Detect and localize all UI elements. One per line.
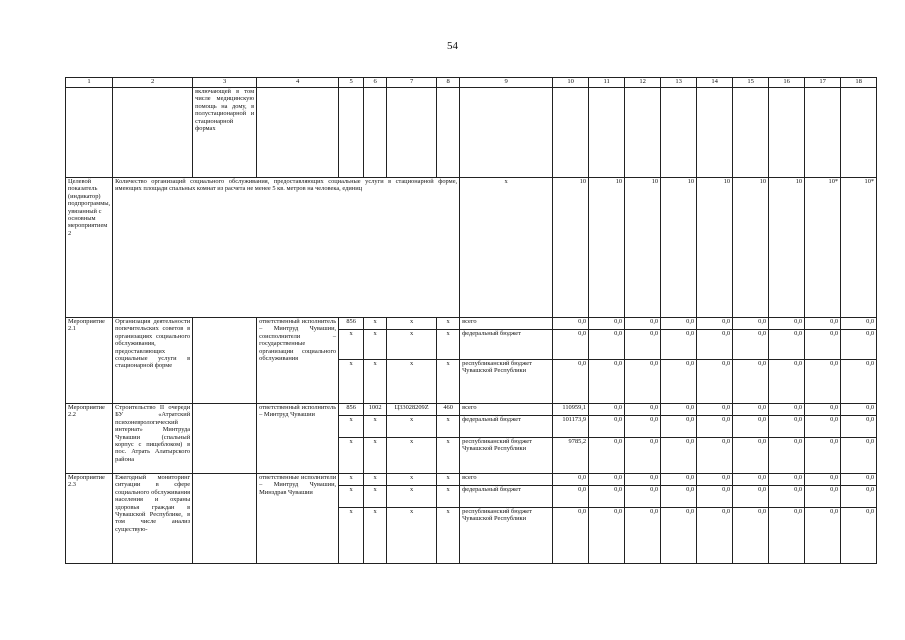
funding-value: 0,0	[733, 318, 769, 330]
funding-value: 0,0	[733, 404, 769, 416]
cell-col7: x	[387, 416, 437, 438]
measure-label: Мероприятие 2.1	[66, 318, 113, 404]
funding-value: 9785,2	[553, 438, 589, 474]
funding-value: 0,0	[625, 508, 661, 564]
funding-value: 0,0	[589, 318, 625, 330]
continuation-text: включающей в том числе медицинскую помощь на дому, в полустационарной и стационарной формах	[193, 88, 257, 178]
funding-value: 0,0	[805, 486, 841, 508]
header-cell: 6	[364, 78, 387, 88]
cell-col8: x	[437, 330, 460, 360]
funding-value: 101173,9	[553, 416, 589, 438]
funding-value: 0,0	[733, 416, 769, 438]
cell-col8: x	[437, 416, 460, 438]
funding-value: 0,0	[589, 438, 625, 474]
header-cell: 17	[805, 78, 841, 88]
cell-col5: x	[339, 438, 364, 474]
funding-value: 0,0	[841, 486, 877, 508]
cell-col7: x	[387, 508, 437, 564]
funding-value: 0,0	[625, 438, 661, 474]
header-cell: 1	[66, 78, 113, 88]
funding-value: 110959,1	[553, 404, 589, 416]
funding-source: республиканский бюджет Чувашской Республики	[460, 438, 553, 474]
funding-value: 0,0	[553, 330, 589, 360]
funding-value: 0,0	[805, 474, 841, 486]
funding-value: 0,0	[769, 508, 805, 564]
cell-col8: x	[437, 438, 460, 474]
funding-value: 0,0	[805, 438, 841, 474]
indicator-value: 10	[553, 178, 589, 318]
funding-value: 0,0	[589, 360, 625, 404]
funding-source: всего	[460, 318, 553, 330]
cell-col6: x	[364, 330, 387, 360]
funding-value: 0,0	[625, 474, 661, 486]
measure-col3	[193, 474, 257, 564]
funding-source: республиканский бюджет Чувашской Республики	[460, 508, 553, 564]
funding-value: 0,0	[841, 404, 877, 416]
funding-value: 0,0	[769, 416, 805, 438]
header-cell: 16	[769, 78, 805, 88]
measure-label: Мероприятие 2.3	[66, 474, 113, 564]
funding-value: 0,0	[769, 360, 805, 404]
measure-col3	[193, 318, 257, 404]
funding-source: всего	[460, 474, 553, 486]
continuation-row	[66, 88, 877, 178]
header-cell: 7	[387, 78, 437, 88]
funding-source: республиканский бюджет Чувашской Республики	[460, 360, 553, 404]
indicator-value: 10	[589, 178, 625, 318]
funding-value: 0,0	[625, 360, 661, 404]
cell-col7: x	[387, 474, 437, 486]
funding-value: 0,0	[661, 508, 697, 564]
indicator-value: 10	[625, 178, 661, 318]
page-number: 54	[447, 40, 458, 52]
funding-value: 0,0	[805, 330, 841, 360]
funding-value: 0,0	[661, 404, 697, 416]
funding-value: 0,0	[661, 318, 697, 330]
funding-value: 0,0	[805, 360, 841, 404]
measure-col3	[193, 404, 257, 474]
funding-value: 0,0	[841, 360, 877, 404]
measure-name: Организация деятельности попечительских советов в организациях социального обслуживания, предоставляющих социальные услуги в стационарной форме	[113, 318, 193, 404]
funding-value: 0,0	[661, 438, 697, 474]
header-cell: 14	[697, 78, 733, 88]
cell-col5: x	[339, 416, 364, 438]
indicator-text: Количество организаций социального обслуживания, предоставляющих социальные услуги в стационарной форме, имеющих площади спальных комнат из расчета не менее 5 кв. метров на человека, единиц	[113, 178, 460, 318]
cell-col6: 1002	[364, 404, 387, 416]
indicator-value: 10*	[841, 178, 877, 318]
funding-value: 0,0	[625, 486, 661, 508]
program-table	[65, 77, 877, 564]
funding-value: 0,0	[841, 318, 877, 330]
cell-col5: 856	[339, 404, 364, 416]
funding-value: 0,0	[661, 416, 697, 438]
funding-value: 0,0	[769, 438, 805, 474]
header-cell: 4	[257, 78, 339, 88]
funding-value: 0,0	[553, 474, 589, 486]
funding-value: 0,0	[733, 330, 769, 360]
header-cell: 5	[339, 78, 364, 88]
funding-value: 0,0	[841, 508, 877, 564]
cell-col7: Ц33028209Z	[387, 404, 437, 416]
cell-col7: x	[387, 318, 437, 330]
funding-value: 0,0	[589, 404, 625, 416]
funding-value: 0,0	[697, 330, 733, 360]
funding-value: 0,0	[841, 330, 877, 360]
cell-col5: 856	[339, 318, 364, 330]
funding-value: 0,0	[661, 360, 697, 404]
cell-col5: x	[339, 474, 364, 486]
funding-value: 0,0	[769, 474, 805, 486]
cell-col5: x	[339, 360, 364, 404]
header-cell: 10	[553, 78, 589, 88]
header-cell: 13	[661, 78, 697, 88]
measure-name: Строительство II очереди БУ «Атратский психоневрологический интернат» Минтруда Чувашии (спальный корпус с пищеблоком) в пос. Атрать Алатырского района	[113, 404, 193, 474]
funding-value: 0,0	[841, 438, 877, 474]
indicator-value: 10*	[805, 178, 841, 318]
funding-value: 0,0	[589, 486, 625, 508]
measure-executor: ответственные исполнители – Минтруд Чувашии, Минздрав Чувашии	[257, 474, 339, 564]
measure-name: Ежегодный мониторинг ситуации в сфере социального обслуживания населения и охраны здоровья граждан в Чувашской Республике, в том числе анализ существую-	[113, 474, 193, 564]
funding-value: 0,0	[661, 330, 697, 360]
header-cell: 3	[193, 78, 257, 88]
funding-value: 0,0	[733, 360, 769, 404]
funding-value: 0,0	[733, 486, 769, 508]
funding-value: 0,0	[589, 330, 625, 360]
funding-value: 0,0	[805, 318, 841, 330]
funding-value: 0,0	[841, 474, 877, 486]
indicator-col9: x	[460, 178, 553, 318]
funding-value: 0,0	[697, 318, 733, 330]
funding-value: 0,0	[697, 474, 733, 486]
funding-source: федеральный бюджет	[460, 330, 553, 360]
measure-row	[66, 474, 877, 486]
header-cell: 18	[841, 78, 877, 88]
funding-value: 0,0	[661, 486, 697, 508]
cell-col7: x	[387, 438, 437, 474]
cell-col8: x	[437, 486, 460, 508]
indicator-value: 10	[661, 178, 697, 318]
measure-row	[66, 404, 877, 416]
funding-value: 0,0	[625, 318, 661, 330]
cell-col8: x	[437, 318, 460, 330]
funding-value: 0,0	[697, 486, 733, 508]
funding-value: 0,0	[553, 508, 589, 564]
indicator-value: 10	[733, 178, 769, 318]
funding-value: 0,0	[769, 318, 805, 330]
cell-col7: x	[387, 360, 437, 404]
cell-col8: 460	[437, 404, 460, 416]
funding-value: 0,0	[841, 416, 877, 438]
header-row	[66, 78, 877, 88]
header-cell: 9	[460, 78, 553, 88]
measure-row	[66, 318, 877, 330]
funding-value: 0,0	[589, 474, 625, 486]
cell-col5: x	[339, 330, 364, 360]
cell-col7: x	[387, 486, 437, 508]
header-cell: 15	[733, 78, 769, 88]
funding-value: 0,0	[733, 508, 769, 564]
funding-value: 0,0	[769, 330, 805, 360]
funding-value: 0,0	[625, 404, 661, 416]
funding-value: 0,0	[733, 474, 769, 486]
header-cell: 2	[113, 78, 193, 88]
header-cell: 12	[625, 78, 661, 88]
funding-value: 0,0	[805, 416, 841, 438]
funding-value: 0,0	[553, 360, 589, 404]
funding-source: всего	[460, 404, 553, 416]
funding-value: 0,0	[697, 508, 733, 564]
funding-value: 0,0	[697, 416, 733, 438]
funding-value: 0,0	[769, 486, 805, 508]
funding-value: 0,0	[553, 318, 589, 330]
cell-col6: x	[364, 416, 387, 438]
funding-source: федеральный бюджет	[460, 486, 553, 508]
measure-executor: ответственный исполнитель – Минтруд Чувашии	[257, 404, 339, 474]
header-cell: 11	[589, 78, 625, 88]
cell-col6: x	[364, 508, 387, 564]
funding-value: 0,0	[625, 416, 661, 438]
indicator-label: Целевой показатель (индикатор) подпрограммы, увязанный с основным мероприятием 2	[66, 178, 113, 318]
cell-col6: x	[364, 486, 387, 508]
cell-col8: x	[437, 474, 460, 486]
funding-value: 0,0	[805, 404, 841, 416]
cell-col6: x	[364, 318, 387, 330]
funding-value: 0,0	[697, 404, 733, 416]
cell-col5: x	[339, 486, 364, 508]
measure-label: Мероприятие 2.2	[66, 404, 113, 474]
funding-value: 0,0	[697, 360, 733, 404]
header-cell: 8	[437, 78, 460, 88]
funding-value: 0,0	[589, 416, 625, 438]
indicator-value: 10	[697, 178, 733, 318]
funding-value: 0,0	[553, 486, 589, 508]
indicator-row	[66, 178, 877, 318]
cell-col6: x	[364, 360, 387, 404]
funding-source: федеральный бюджет	[460, 416, 553, 438]
funding-value: 0,0	[769, 404, 805, 416]
cell-col8: x	[437, 360, 460, 404]
funding-value: 0,0	[661, 474, 697, 486]
cell-col5: x	[339, 508, 364, 564]
cell-col7: x	[387, 330, 437, 360]
funding-value: 0,0	[733, 438, 769, 474]
measure-executor: ответственный исполнитель – Минтруд Чувашии, соисполнители – государственные организации социального обслуживания	[257, 318, 339, 404]
cell-col8: x	[437, 508, 460, 564]
funding-value: 0,0	[625, 330, 661, 360]
funding-value: 0,0	[697, 438, 733, 474]
funding-value: 0,0	[589, 508, 625, 564]
cell-col6: x	[364, 438, 387, 474]
funding-value: 0,0	[805, 508, 841, 564]
cell-col6: x	[364, 474, 387, 486]
indicator-value: 10	[769, 178, 805, 318]
